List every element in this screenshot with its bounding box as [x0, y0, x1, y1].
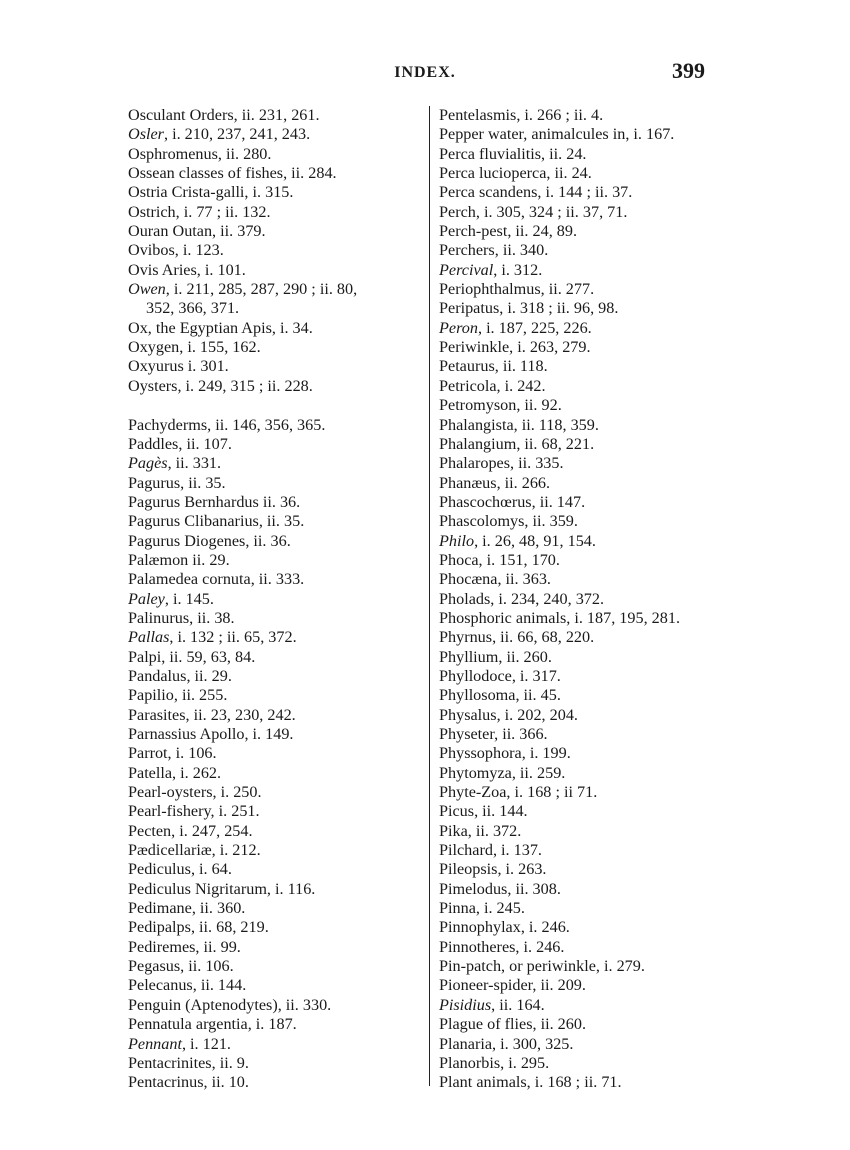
author-name: Pagès	[128, 454, 168, 473]
index-entry: Pagès, ii. 331.	[128, 454, 222, 473]
index-entry: Pediculus, i. 64.	[128, 860, 232, 879]
index-entry: Paley, i. 145.	[128, 589, 214, 608]
index-entry: Phascochœrus, ii. 147.	[439, 492, 586, 511]
index-entry: Parnassius Apollo, i. 149.	[128, 725, 294, 743]
index-entry: Pennatula argentia, i. 187.	[128, 1015, 297, 1034]
index-entry: Plant animals, i. 168 ; ii. 71.	[439, 1073, 622, 1092]
index-entry: Papilio, ii. 255.	[128, 686, 228, 705]
index-entry: Pilchard, i. 137.	[439, 841, 542, 860]
index-entry: Palæmon ii. 29.	[128, 550, 230, 569]
index-entry: Pentacrinites, ii. 9.	[128, 1053, 249, 1072]
index-entry: Pileopsis, i. 263.	[439, 860, 547, 879]
index-entry: Phyllosoma, ii. 45.	[439, 686, 561, 705]
index-entry: Pentacrinus, ii. 10.	[128, 1073, 249, 1092]
index-entry: Pagurus Bernhardus ii. 36.	[128, 492, 301, 511]
index-entry: Perca fluvialitis, ii. 24.	[439, 144, 587, 163]
author-name: Percival	[439, 260, 494, 279]
index-entry: Ouran Outan, ii. 379.	[128, 222, 266, 241]
index-entry: Plague of flies, ii. 260.	[439, 1015, 587, 1034]
index-entry: Pædicellariæ, i. 212.	[128, 841, 261, 860]
author-name: Paley	[128, 589, 165, 608]
index-entry: Pin-patch, or periwinkle, i. 279.	[439, 957, 645, 976]
index-entry: Pentelasmis, i. 266 ; ii. 4.	[439, 106, 604, 124]
author-name: Peron	[439, 318, 478, 337]
section-gap	[128, 396, 420, 415]
index-entry: Phalangista, ii. 118, 359.	[439, 415, 599, 434]
index-entry: Ovibos, i. 123.	[128, 241, 224, 260]
index-entry: Pachyderms, ii. 146, 356, 365.	[128, 415, 326, 434]
index-entry: Pinnophylax, i. 246.	[439, 918, 570, 937]
index-column-left	[128, 106, 420, 1093]
running-header-title: INDEX.	[394, 64, 456, 81]
index-entry: Osphromenus, ii. 280.	[128, 144, 272, 163]
index-entry: Ostrich, i. 77 ; ii. 132.	[128, 202, 271, 221]
index-entry: Ovis Aries, i. 101.	[128, 260, 246, 279]
index-entry: Pholads, i. 234, 240, 372.	[439, 589, 605, 608]
index-entry: Palamedea cornuta, ii. 333.	[128, 570, 305, 589]
index-entry: Pedimane, ii. 360.	[128, 899, 246, 918]
index-entry: Perca lucioperca, ii. 24.	[439, 164, 592, 183]
index-entry: Planaria, i. 300, 325.	[439, 1034, 574, 1053]
index-entry: Phoca, i. 151, 170.	[439, 550, 560, 569]
index-entry: Pinnotheres, i. 246.	[439, 937, 565, 956]
index-entry: Osler, i. 210, 237, 241, 243.	[128, 125, 311, 144]
page-number: 399	[672, 58, 705, 83]
index-entry: Pimelodus, ii. 308.	[439, 879, 561, 898]
index-entry: Physeter, ii. 366.	[439, 725, 548, 743]
index-column-right	[439, 106, 769, 1093]
index-entry: Pecten, i. 247, 254.	[128, 821, 253, 840]
index-entry: Phascolomys, ii. 359.	[439, 512, 578, 531]
index-entry: Pearl-oysters, i. 250.	[128, 783, 262, 802]
author-name: Pallas	[128, 628, 170, 647]
author-name: Owen	[128, 280, 166, 299]
index-entry: Phytomyza, ii. 259.	[439, 763, 566, 782]
index-entry: Penguin (Aptenodytes), ii. 330.	[128, 995, 332, 1014]
index-entry: Pallas, i. 132 ; ii. 65, 372.	[128, 628, 297, 647]
author-name: Pennant	[128, 1034, 182, 1053]
index-entry: Peron, i. 187, 225, 226.	[439, 318, 592, 337]
index-entry: Philo, i. 26, 48, 91, 154.	[439, 531, 596, 550]
index-entry: Pennant, i. 121.	[128, 1034, 231, 1053]
index-entry: Parrot, i. 106.	[128, 744, 217, 763]
index-entry: Percival, i. 312.	[439, 260, 543, 279]
index-entry: Pepper water, animalcules in, i. 167.	[439, 125, 675, 144]
index-entry: Oxyurus i. 301.	[128, 357, 229, 376]
author-name: Pisidius	[439, 995, 492, 1014]
index-entry: Parasites, ii. 23, 230, 242.	[128, 705, 296, 724]
index-entry: Phanæus, ii. 266.	[439, 473, 551, 492]
index-entry: Pioneer-spider, ii. 209.	[439, 976, 586, 995]
index-entry: Petromyson, ii. 92.	[439, 396, 562, 415]
index-entry: Pediremes, ii. 99.	[128, 937, 241, 956]
index-entry: Perchers, ii. 340.	[439, 241, 549, 260]
index-entry: Phyllium, ii. 260.	[439, 647, 552, 666]
index-entry: Perca scandens, i. 144 ; ii. 37.	[439, 183, 633, 202]
index-entry: Perch, i. 305, 324 ; ii. 37, 71.	[439, 202, 628, 221]
index-entry: Pediculus Nigritarum, i. 116.	[128, 879, 316, 898]
index-entry: Paddles, ii. 107.	[128, 434, 232, 453]
author-name: Osler	[128, 125, 164, 144]
index-entry: Peripatus, i. 318 ; ii. 96, 98.	[439, 299, 619, 318]
index-entry: Pedipalps, ii. 68, 219.	[128, 918, 269, 937]
author-name: Philo	[439, 531, 475, 550]
index-entry: Phyte-Zoa, i. 168 ; ii 71.	[439, 783, 598, 802]
index-entry: Pandalus, ii. 29.	[128, 666, 232, 685]
index-entry: Periophthalmus, ii. 277.	[439, 280, 595, 299]
index-entry: Ossean classes of fishes, ii. 284.	[128, 164, 337, 183]
index-entry: Ostria Crista-galli, i. 315.	[128, 183, 294, 202]
index-entry: Physsophora, i. 199.	[439, 744, 571, 763]
index-entry: Palinurus, ii. 38.	[128, 608, 235, 627]
index-entry: Phyrnus, ii. 66, 68, 220.	[439, 628, 595, 647]
index-entry: Pagurus Clibanarius, ii. 35.	[128, 512, 305, 531]
index-entry: Owen, i. 211, 285, 287, 290 ; ii. 80,	[128, 280, 358, 299]
index-entry: Pegasus, ii. 106.	[128, 957, 234, 976]
index-entry: Picus, ii. 144.	[439, 802, 528, 821]
index-entry: Ox, the Egyptian Apis, i. 34.	[128, 318, 313, 337]
index-entry: Pagurus, ii. 35.	[128, 473, 226, 492]
index-entry: Pelecanus, ii. 144.	[128, 976, 247, 995]
index-entry: Pearl-fishery, i. 251.	[128, 802, 260, 821]
index-entry: Osculant Orders, ii. 231, 261.	[128, 106, 320, 124]
index-entry: Phosphoric animals, i. 187, 195, 281.	[439, 608, 681, 627]
index-entry: Palpi, ii. 59, 63, 84.	[128, 647, 256, 666]
index-entry: Pagurus Diogenes, ii. 36.	[128, 531, 291, 550]
index-entry: Perch-pest, ii. 24, 89.	[439, 222, 578, 241]
index-entry: Petaurus, ii. 118.	[439, 357, 548, 376]
index-entry: Oxygen, i. 155, 162.	[128, 338, 261, 357]
index-entry: Physalus, i. 202, 204.	[439, 705, 578, 724]
index-entry-continuation	[128, 299, 420, 318]
index-entry: Pika, ii. 372.	[439, 821, 522, 840]
index-entry: Phalangium, ii. 68, 221.	[439, 434, 595, 453]
index-entry: Phalaropes, ii. 335.	[439, 454, 564, 473]
index-entry: Pinna, i. 245.	[439, 899, 525, 918]
index-entry: Petricola, i. 242.	[439, 376, 546, 395]
index-entry: Periwinkle, i. 263, 279.	[439, 338, 591, 357]
index-entry: Patella, i. 262.	[128, 763, 222, 782]
index-entry: Phyllodoce, i. 317.	[439, 666, 561, 685]
index-entry: Pisidius, ii. 164.	[439, 995, 545, 1014]
continuation-text: 352, 366, 371.	[146, 299, 240, 318]
index-entry: Oysters, i. 249, 315 ; ii. 228.	[128, 376, 313, 395]
index-entry: Phocæna, ii. 363.	[439, 570, 551, 589]
index-entry: Planorbis, i. 295.	[439, 1053, 550, 1072]
column-divider	[429, 106, 430, 1086]
